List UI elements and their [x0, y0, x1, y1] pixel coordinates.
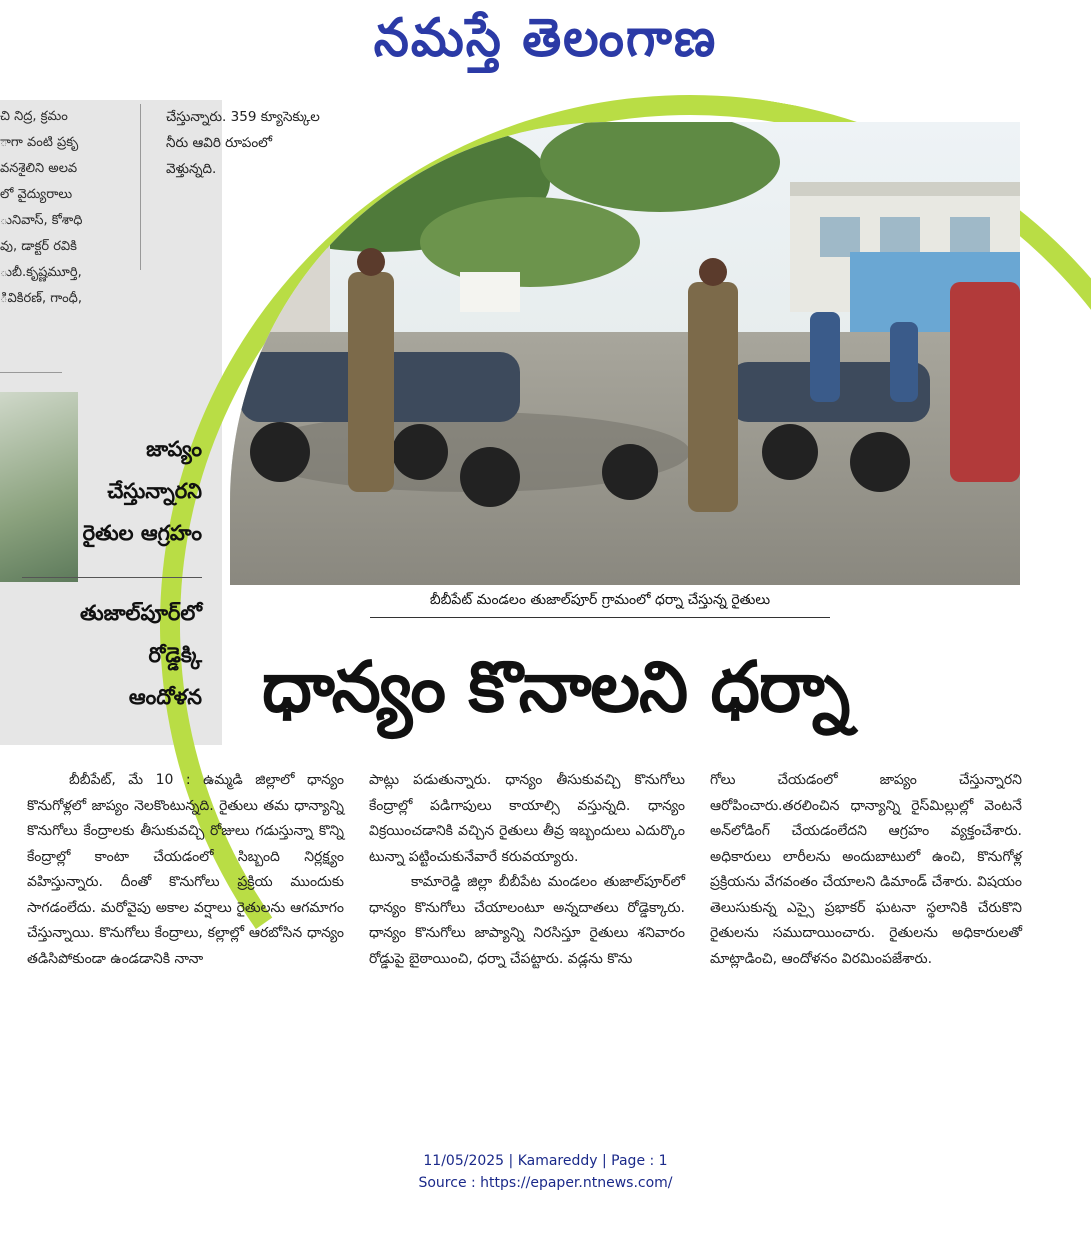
body-paragraph: పాట్లు పడుతున్నారు. ధాన్యం తీసుకువచ్చి కొనుగోలు కేంద్రాల్లో పడిగాపులు కాయాల్సి వస్తున్నది. ధాన్యం విక్రయించడానికి వచ్చిన రైతులు తీవ్ర ఇబ్బందులు ఎదుర్కొం టున్నా పట్టించుకునేవారే కరువయ్యారు. [369, 772, 685, 865]
previous-article-line: ివికిరణ్, గాంధీ, [0, 291, 82, 306]
top-note [166, 104, 376, 182]
footer-source-link[interactable]: Source : https://epaper.ntnews.com/ [418, 1175, 673, 1191]
top-note-line: చేస్తున్నారు. 359 క్యూసెక్కుల [166, 109, 320, 125]
column-divider [140, 104, 141, 270]
footer [0, 1150, 1091, 1194]
subhead-delay-line: రైతుల ఆగ్రహం [82, 521, 202, 545]
previous-article-line: లో వైద్యురాలు [0, 187, 73, 202]
previous-article-column [0, 104, 136, 312]
news-photo [230, 122, 1020, 585]
masthead [0, 0, 1091, 80]
body-paragraph: గోలు చేయడంలో జాప్యం చేస్తున్నారని ఆరోపించారు.తరలించిన ధాన్యాన్ని రైస్‌మిల్లుల్లో వెంటనే అన్‌లోడింగ్ చేయడంలేదని ఆగ్రహం వ్యక్తంచేశారు. అధికారులు లారీలను అందుబాటులో ఉంచి, కొనుగోళ్ల ప్రక్రియను వేగవంతం చేయాలని డిమాండ్ చేశారు. విషయం తెలుసుకున్న ఎస్సై ప్రభాకర్ ఘటనా స్థలానికి చేరుకొని రైతులను సముదాయించారు. రైతులను అధికారులతో మాట్లాడించి, ఆందోళనం విరమింపజేశారు. [710, 772, 1022, 967]
previous-article-line: చి నిద్ర, క్రమం [0, 109, 68, 124]
subhead-divider [22, 577, 202, 578]
previous-article-line: వనశైలిని అలవ [0, 161, 78, 176]
headline: ధాన్యం కొనాలని ధర్నా [262, 646, 850, 728]
previous-article-line: ాగా వంటి ప్రకృ [0, 135, 79, 150]
previous-article-line: ుబీ.కృష్ణమూర్తి, [0, 265, 82, 280]
subhead-protest-line: రోడ్డెక్కి [148, 643, 202, 667]
body-paragraph: కామారెడ్డి జిల్లా బీబీపేట మండలం తుజాల్‌పూర్‌లో ధాన్యం కొనుగోలు చేయాలంటూ అన్నదాతలు రోడ్డెక్కారు. ధాన్యం కొనుగోలు జాప్యాన్ని నిరసిస్తూ రైతులు శనివారం రోడ్డుపై బైఠాయించి, ధర్నా చేపట్టారు. వడ్లను కొను [369, 874, 685, 967]
photo-caption: బీబీపేట్ మండలం తుజాల్‌పూర్ గ్రామంలో ధర్నా చేస్తున్న రైతులు [370, 592, 830, 618]
previous-article-line: వు, డాక్టర్ రవికి [0, 239, 77, 254]
masthead-title: నమస్తే తెలంగాణ [373, 6, 718, 69]
subhead-delay [20, 428, 202, 554]
previous-article-end-rule [0, 372, 62, 373]
top-note-line: నీరు ఆవిరి రూపంలో [166, 135, 273, 151]
news-photo-illustration [230, 122, 1020, 585]
previous-article-line: ునివాస్, కోశాధి [0, 213, 83, 228]
footer-edition-info: 11/05/2025 | Kamareddy | Page : 1 [423, 1153, 668, 1169]
subhead-delay-line: చేస్తున్నారని [107, 479, 202, 503]
subhead-protest [20, 592, 202, 718]
body-column-1 [27, 768, 344, 972]
subhead-protest-line: ఆందోళన [128, 685, 202, 709]
body-column-2 [369, 768, 685, 972]
top-note-line: వెళ్తున్నది. [166, 161, 217, 177]
body-column-3 [710, 768, 1022, 972]
subhead-protest-line: తుజాల్‌పూర్‌లో [79, 601, 202, 625]
body-paragraph: బీబీపేట్, మే 10 : ఉమ్మడి జిల్లాలో ధాన్యం కొనుగోళ్లలో జాప్యం నెలకొంటున్నది. రైతులు తమ ధాన్యాన్ని కొనుగోలు కేంద్రాలకు తీసుకువచ్చి రోజులు గడుస్తున్నా కొన్ని కేంద్రాల్లో కాంటా చేయడంలో సిబ్బంది నిర్లక్ష్యం వహిస్తున్నారు. దీంతో కొనుగోలు ప్రక్రియ ముందుకు సాగడంలేదు. మరోవైపు అకాల వర్షాలు రైతులను ఆగమాగం చేస్తున్నాయి. కొనుగోలు కేంద్రాలు, కల్లాల్లో ఆరబోసిన ధాన్యం తడిసిపోకుండా ఉండడానికి నానా [27, 772, 344, 967]
subhead-delay-line: జాప్యం [146, 437, 202, 461]
